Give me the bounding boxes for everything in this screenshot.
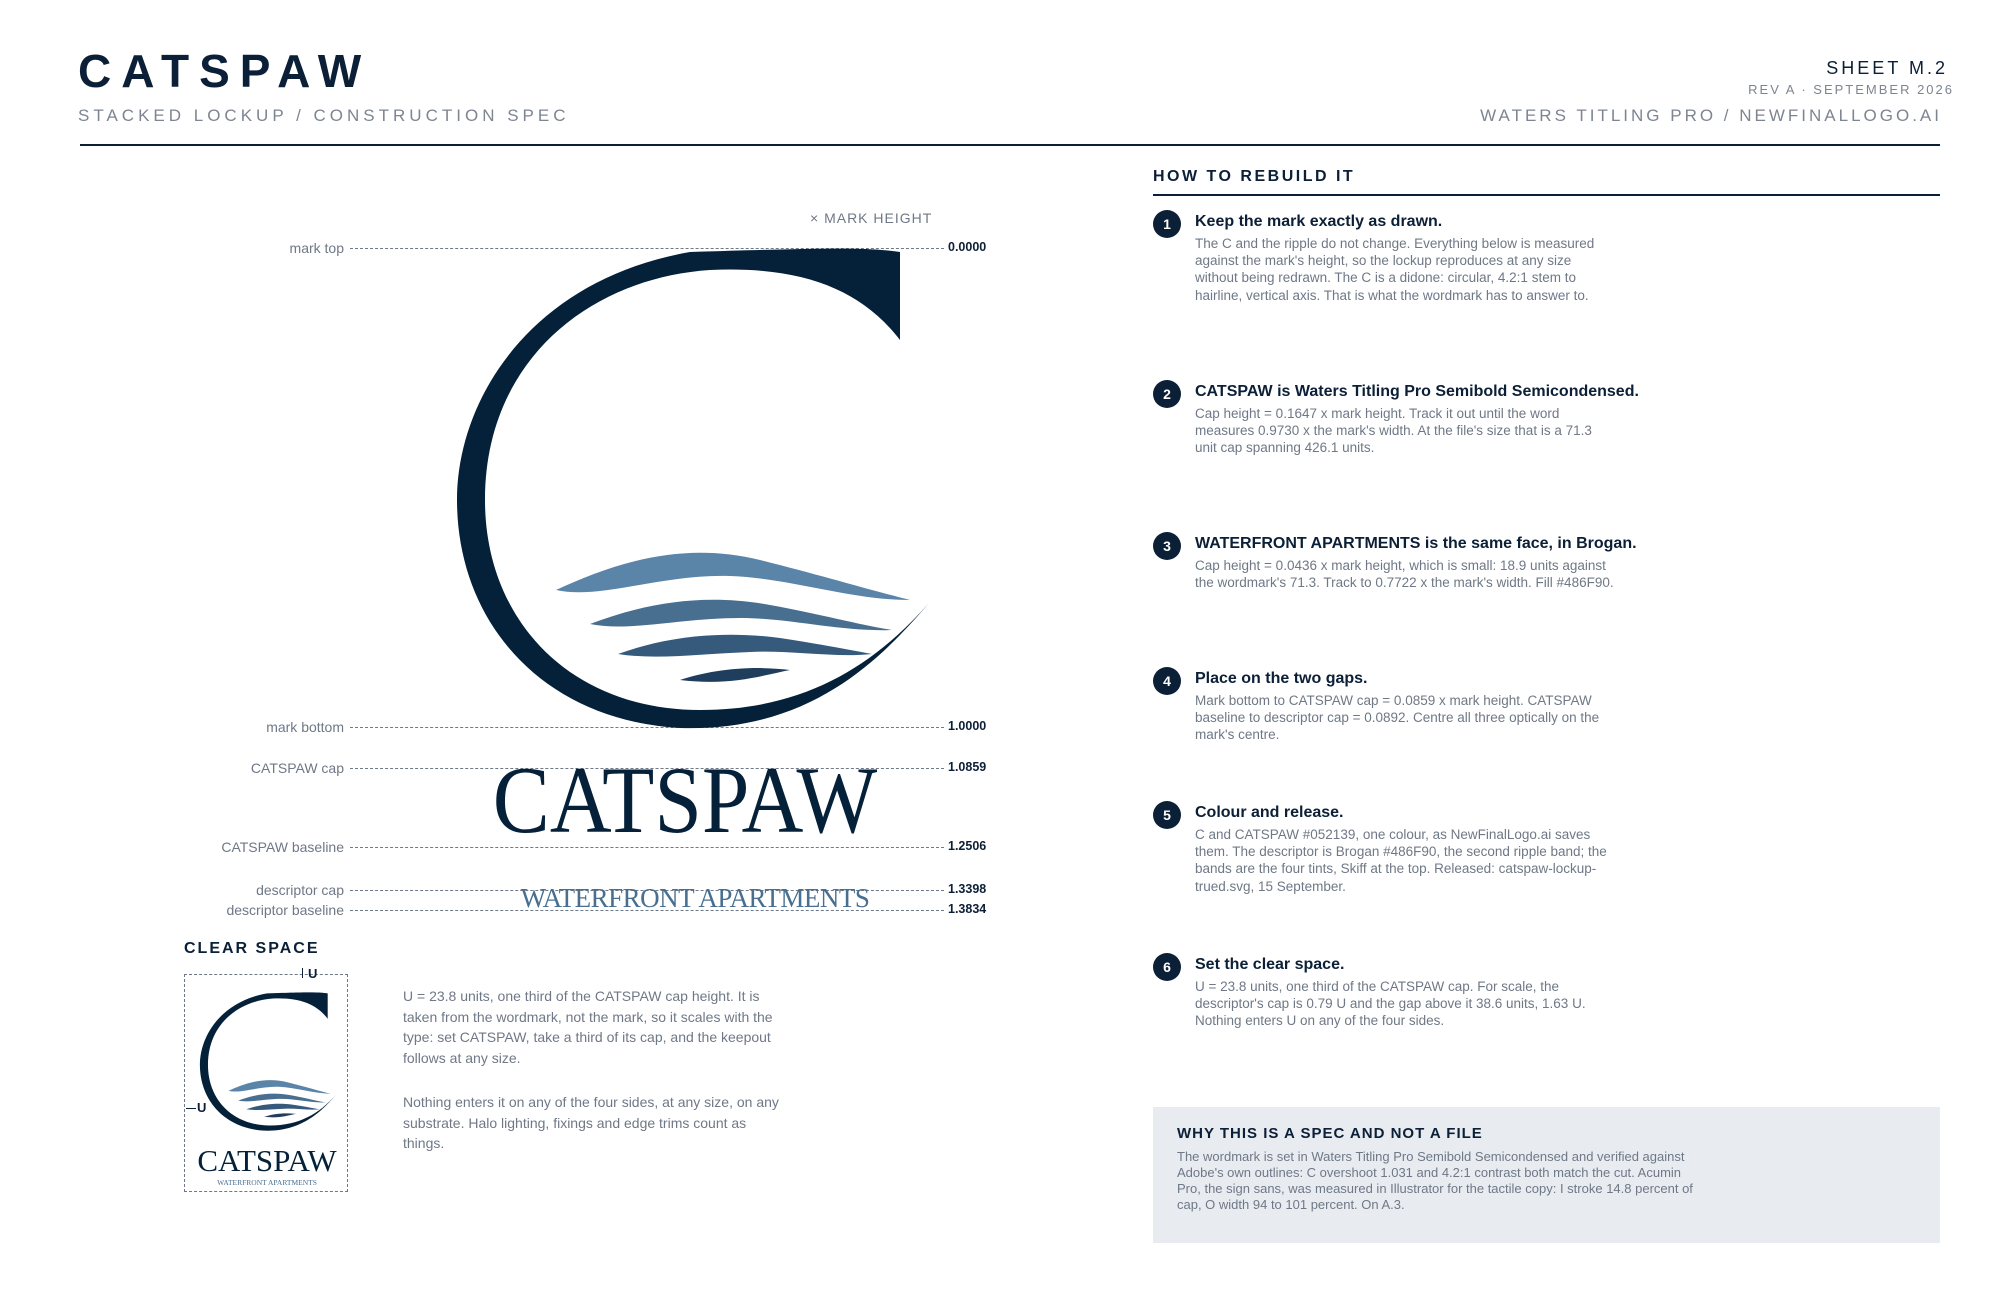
section-title: HOW TO REBUILD IT xyxy=(1153,168,1356,185)
clear-space-logo-mark xyxy=(195,987,345,1137)
step-number-badge: 2 xyxy=(1153,380,1181,408)
measurement-label: CATSPAW cap xyxy=(250,760,344,776)
ripple-band-4 xyxy=(680,668,790,682)
measurement-label: descriptor cap xyxy=(256,882,344,898)
catspaw-wordmark: CATSPAW xyxy=(492,747,878,853)
step-title: Keep the mark exactly as drawn. xyxy=(1195,213,1443,230)
step-body: Mark bottom to CATSPAW cap = 0.0859 x mark height. CATSPAW baseline to descriptor cap = 0.0892. Centre all three optically on the mark's centre. xyxy=(1195,693,1600,743)
step-title: Set the clear space. xyxy=(1195,956,1345,973)
clear-space-unit-tick-side xyxy=(186,1108,196,1109)
why-title: WHY THIS IS A SPEC AND NOT A FILE xyxy=(1177,1125,1483,1142)
header-rule xyxy=(80,144,1940,146)
clear-space-descriptor: WATERFRONT APARTMENTS xyxy=(217,1178,317,1187)
c-letterform xyxy=(457,249,929,729)
measurement-label: CATSPAW baseline xyxy=(221,839,344,855)
clear-space-box xyxy=(184,974,348,1192)
measurement-value: 1.0859 xyxy=(948,760,987,774)
step-title: CATSPAW is Waters Titling Pro Semibold Semicondensed. xyxy=(1195,383,1639,400)
step-number-badge: 3 xyxy=(1153,532,1181,560)
sheet-number: SHEET M.2 xyxy=(1826,58,1948,78)
measurement-value: 1.0000 xyxy=(948,719,987,733)
clear-space-wordmark: CATSPAW xyxy=(197,1143,337,1178)
page-title: CATSPAW xyxy=(78,45,372,97)
clear-space-paragraph: U = 23.8 units, one third of the CATSPAW cap height. It is taken from the wordmark, not the mark, so it scales with the type: set CATSPAW, take a third of its cap, and the keepout follows at any size. xyxy=(403,988,773,1066)
step-title: WATERFRONT APARTMENTS is the same face, in Brogan. xyxy=(1195,535,1637,552)
clear-space-paragraph: Nothing enters it on any of the four sides, at any size, on any substrate. Halo lighting, fixings and edge trims count as things. xyxy=(403,1094,779,1151)
measurement-label: descriptor baseline xyxy=(226,902,344,918)
step-body: Cap height = 0.1647 x mark height. Track it out until the word measures 0.9730 x the mark's width. At the file's size that is a 71.3 unit cap spanning 426.1 units. xyxy=(1195,406,1592,456)
step-number-badge: 5 xyxy=(1153,801,1181,829)
measurement-label: mark top xyxy=(289,240,344,256)
why-body: The wordmark is set in Waters Titling Pro Semibold Semicondensed and verified against Adobe's own outlines: C overshoot 1.031 and 4.2:1 contrast both match the cut. Acumin Pro, the sign sans, was measured in Illustrator for the tactile copy: I stroke 14.8 percent of cap, O width 94 to 101 percent. On A.3. xyxy=(1177,1149,1693,1212)
measurement-label: mark bottom xyxy=(266,719,344,735)
clear-space-unit-tick-top xyxy=(302,968,303,978)
step-body: Cap height = 0.0436 x mark height, which is small: 18.9 units against the wordmark's 71.3. Track to 0.7722 x the mark's width. Fill #486F90. xyxy=(1195,558,1614,591)
clear-space-title: CLEAR SPACE xyxy=(184,940,320,957)
step-body: U = 23.8 units, one third of the CATSPAW cap. For scale, the descriptor's cap is 0.79 U and the gap above it 38.6 units, 1.63 U. Nothing enters U on any of the four sides. xyxy=(1195,979,1586,1029)
step-body: The C and the ripple do not change. Everything below is measured against the mark's height, so the lockup reproduces at any size without being redrawn. The C is a didone: circular, 4.2:1 stem to hairline, vertical axis. That is what the wordmark has to answer to. xyxy=(1195,236,1595,303)
descriptor-text: WATERFRONT APARTMENTS xyxy=(520,883,870,913)
clear-space-unit-side: U xyxy=(197,1100,207,1115)
ripple-band-3 xyxy=(618,635,872,657)
ripple-band-2 xyxy=(590,600,892,630)
section-rule xyxy=(1153,194,1940,196)
measurement-value: 0.0000 xyxy=(948,240,987,254)
measurement-value: 1.3398 xyxy=(948,882,987,896)
page-subtitle: STACKED LOCKUP / CONSTRUCTION SPEC xyxy=(78,106,570,125)
mark-height-label: × MARK HEIGHT xyxy=(810,210,933,226)
step-body: C and CATSPAW #052139, one colour, as NewFinalLogo.ai saves them. The descriptor is Brogan #486F90, the second ripple band; the bands are the four tints, Skiff at the top. Released: catspaw-lockup-trued.svg, 15 September. xyxy=(1195,827,1607,894)
font-file-label: WATERS TITLING PRO / NEWFINALLOGO.AI xyxy=(1480,106,1942,125)
measurement-value: 1.3834 xyxy=(948,902,987,916)
why-panel xyxy=(1153,1107,1940,1243)
revision-label: REV A · SEPTEMBER 2026 xyxy=(1748,82,1954,97)
clear-space-unit-top: U xyxy=(308,966,318,981)
step-number-badge: 6 xyxy=(1153,953,1181,981)
step-title: Colour and release. xyxy=(1195,804,1344,821)
step-title: Place on the two gaps. xyxy=(1195,670,1368,687)
step-number-badge: 4 xyxy=(1153,667,1181,695)
ripple-band-1 xyxy=(556,553,910,600)
measurement-value: 1.2506 xyxy=(948,839,987,853)
step-number-badge: 1 xyxy=(1153,210,1181,238)
